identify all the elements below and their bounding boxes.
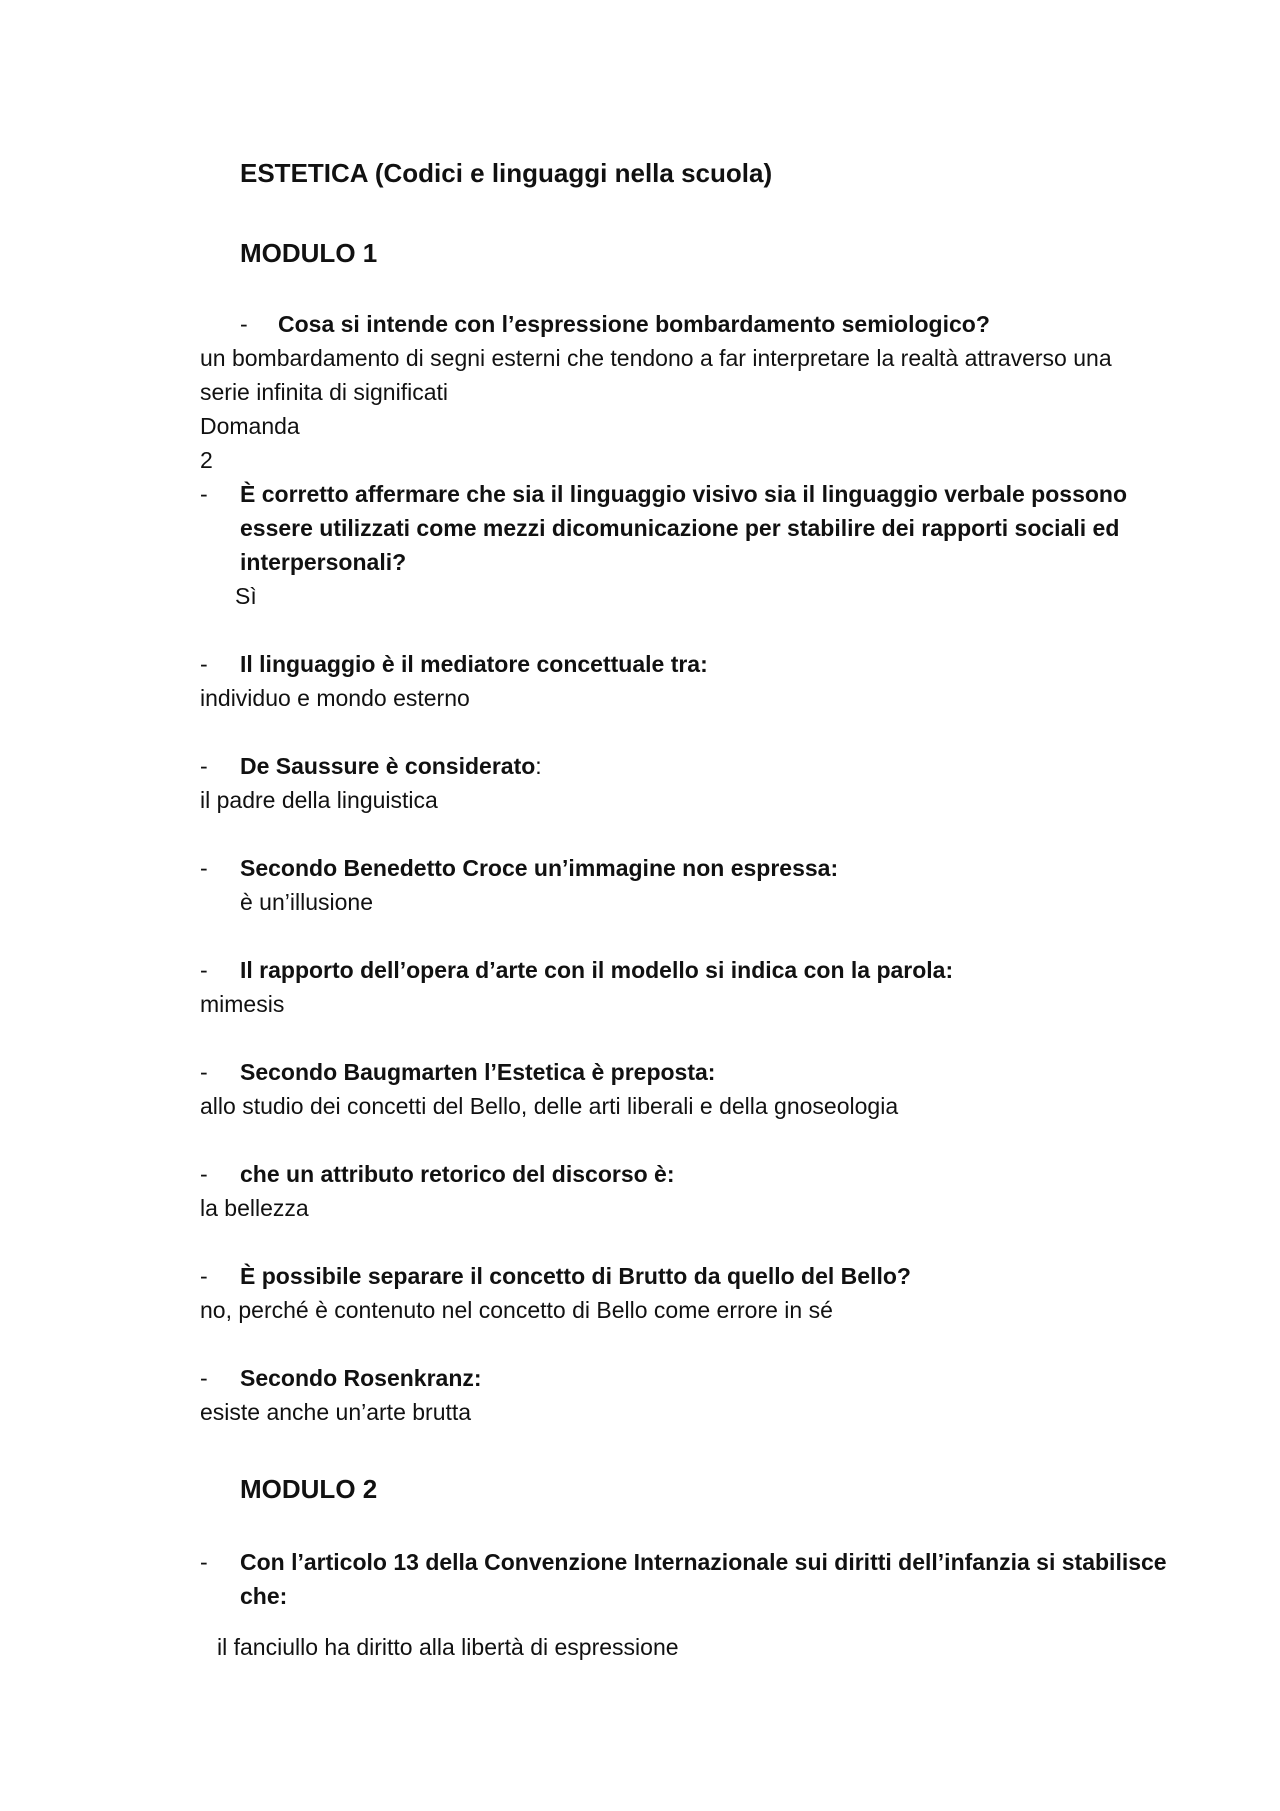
- answer-2: Sì: [235, 583, 257, 609]
- bullet-dash: -: [200, 1549, 208, 1575]
- answer-8: la bellezza: [200, 1195, 309, 1221]
- bullet-dash: -: [200, 481, 208, 507]
- question-1: Cosa si intende con l’espressione bombardamento semiologico?: [278, 311, 990, 337]
- question-4-colon: :: [535, 753, 542, 779]
- answer-1-line-2: serie infinita di significati: [200, 379, 449, 405]
- question-4-text: De Saussure è considerato: [240, 753, 536, 779]
- answer-5: è un’illusione: [240, 889, 373, 915]
- question-9: È possibile separare il concetto di Brutto da quello del Bello?: [240, 1263, 911, 1289]
- question-10: Secondo Rosenkranz:: [240, 1365, 482, 1391]
- question-6: Il rapporto dell’opera d’arte con il modello si indica con la parola:: [240, 957, 954, 983]
- answer-9: no, perché è contenuto nel concetto di Bello come errore in sé: [200, 1297, 833, 1323]
- question-7: Secondo Baugmarten l’Estetica è preposta:: [240, 1059, 716, 1085]
- bullet-dash: -: [200, 651, 208, 677]
- answer-1-line-1: un bombardamento di segni esterni che tendono a far interpretare la realtà attraverso una: [200, 345, 1112, 371]
- bullet-dash: -: [240, 311, 248, 337]
- question-2-line-1: È corretto affermare che sia il linguaggio visivo sia il linguaggio verbale possono: [240, 481, 1128, 507]
- stray-text-number: 2: [200, 447, 213, 473]
- answer-11: il fanciullo ha diritto alla libertà di espressione: [217, 1634, 679, 1660]
- question-11-line-1: Con l’articolo 13 della Convenzione Internazionale sui diritti dell’infanzia si stabilisce: [240, 1549, 1167, 1575]
- question-2-line-3: interpersonali?: [240, 549, 407, 575]
- module-2-heading: MODULO 2: [240, 1474, 378, 1504]
- question-3: Il linguaggio è il mediatore concettuale tra:: [240, 651, 708, 677]
- question-11-line-2: che:: [240, 1583, 288, 1609]
- answer-4: il padre della linguistica: [200, 787, 438, 813]
- bullet-dash: -: [200, 957, 208, 983]
- document-title: ESTETICA (Codici e linguaggi nella scuola): [240, 158, 773, 188]
- question-5: Secondo Benedetto Croce un’immagine non espressa:: [240, 855, 839, 881]
- bullet-dash: -: [200, 855, 208, 881]
- module-1-heading: MODULO 1: [240, 238, 378, 268]
- answer-6: mimesis: [200, 991, 285, 1017]
- bullet-dash: -: [200, 1161, 208, 1187]
- bullet-dash: -: [200, 1365, 208, 1391]
- stray-text-domanda: Domanda: [200, 413, 300, 439]
- answer-10: esiste anche un’arte brutta: [200, 1399, 472, 1425]
- bullet-dash: -: [200, 753, 208, 779]
- answer-7: allo studio dei concetti del Bello, delle arti liberali e della gnoseologia: [200, 1093, 899, 1119]
- question-2-line-2: essere utilizzati come mezzi dicomunicazione per stabilire dei rapporti sociali ed: [240, 515, 1120, 541]
- bullet-dash: -: [200, 1059, 208, 1085]
- answer-3: individuo e mondo esterno: [200, 685, 470, 711]
- bullet-dash: -: [200, 1263, 208, 1289]
- question-4: [240, 749, 542, 783]
- question-8: che un attributo retorico del discorso è:: [240, 1161, 675, 1187]
